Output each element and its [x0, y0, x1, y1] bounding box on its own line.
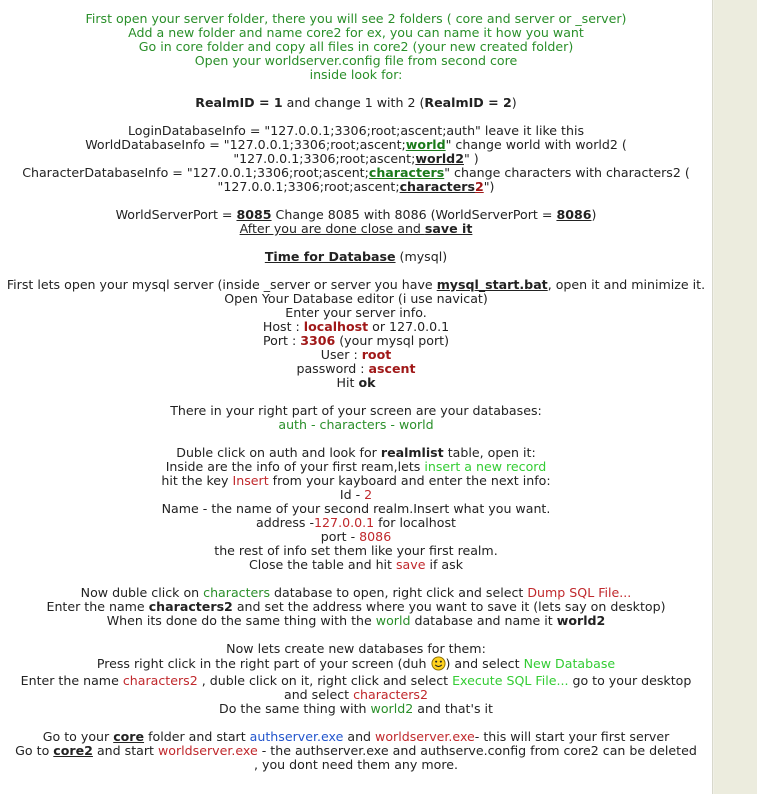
databases-line: There in your right part of your screen are your databases: — [170, 403, 542, 418]
intro-line: Go in core folder and copy all files in core2 (your new created folder) — [138, 39, 574, 54]
dump-name-line: Enter the name characters2 and set the address where you want to save it (lets say on desktop) — [46, 599, 666, 614]
final-note-line: , you dont need them any more. — [254, 757, 458, 772]
id-line: Id - 2 — [339, 487, 373, 502]
user-line: User : root — [320, 347, 392, 362]
save-instruction: After you are done close and save it — [239, 221, 473, 236]
database-heading: Time for Database (mysql) — [264, 249, 448, 264]
start-core2-line: Go to core2 and start worldserver.exe - the authserver.exe and authserve.config from core2 can be deleted — [15, 743, 697, 758]
port-line: Port : 3306 (your mysql port) — [262, 333, 450, 348]
insert-key-line: hit the key Insert from your kayboard and enter the next info: — [161, 473, 551, 488]
select-file-line: and select characters2 — [283, 687, 428, 702]
world-db-line: WorldDatabaseInfo = "127.0.0.1;3306;root;ascent;world" change world with world2 ( — [85, 137, 627, 152]
intro-line: Open your worldserver.config file from second core — [194, 53, 518, 68]
smiley-emoticon-icon — [431, 656, 446, 674]
worldserver-port-line: WorldServerPort = 8085 Change 8085 with 8086 (WorldServerPort = 8086) — [115, 207, 597, 222]
dump-world-line: When its done do the same thing with the world database and name it world2 — [106, 613, 606, 628]
mysql-line: First lets open your mysql server (inside _server or server you have mysql_start.bat, open it and minimize it. — [6, 277, 706, 292]
address-line: address -127.0.0.1 for localhost — [256, 515, 456, 530]
server-info-line: Enter your server info. — [285, 305, 427, 320]
start-core-line: Go to your core folder and start authserver.exe and worldserver.exe- this will start your first server — [42, 729, 670, 744]
same-thing-line: Do the same thing with world2 and that's it — [219, 701, 493, 716]
intro-line: Add a new folder and name core2 for ex, you can name it how you want — [128, 25, 584, 40]
password-line: password : ascent — [296, 361, 416, 376]
intro-line: First open your server folder, there you will see 2 folders ( core and server or _server) — [85, 11, 627, 26]
databases-list: auth - characters - world — [278, 417, 434, 432]
world-db-line-2: "127.0.0.1;3306;root;ascent;world2" ) — [233, 151, 479, 166]
host-line: Host : localhost or 127.0.0.1 — [262, 319, 450, 334]
execute-sql-line: Enter the name characters2 , duble click on it, right click and select Execute SQL File... go to your desktop — [20, 673, 692, 688]
editor-line: Open Your Database editor (i use navicat) — [224, 291, 488, 306]
realmid-line: RealmID = 1 and change 1 with 2 (RealmID = 2) — [195, 95, 517, 110]
intro-block — [4, 12, 708, 82]
create-heading: Now lets create new databases for them: — [226, 641, 486, 656]
post-content — [4, 12, 708, 772]
realmlist-line: Duble click on auth and look for realmlist table, open it: — [176, 445, 536, 460]
page-edge — [714, 0, 757, 794]
login-db-line: LoginDatabaseInfo = "127.0.0.1;3306;root;ascent;auth" leave it like this — [127, 123, 585, 138]
rest-info-line: the rest of info set them like your first realm. — [214, 543, 498, 558]
close-table-line: Close the table and hit save if ask — [249, 557, 463, 572]
intro-line: inside look for: — [309, 67, 403, 82]
dump-line: Now duble click on characters database to open, right click and select Dump SQL File... — [80, 585, 632, 600]
new-database-line: Press right click in the right part of your screen (duh ) and select New Database — [4, 656, 708, 674]
name-line: Name - the name of your second realm.Insert what you want. — [161, 501, 551, 516]
realm-port-line: port - 8086 — [320, 529, 392, 544]
hit-ok-line: Hit ok — [336, 375, 376, 390]
char-db-line-2: "127.0.0.1;3306;root;ascent;characters2") — [217, 179, 495, 194]
insert-record-line: Inside are the info of your first ream,lets insert a new record — [165, 459, 547, 474]
char-db-line: CharacterDatabaseInfo = "127.0.0.1;3306;root;ascent;characters" change characters with characters2 ( — [22, 165, 690, 180]
